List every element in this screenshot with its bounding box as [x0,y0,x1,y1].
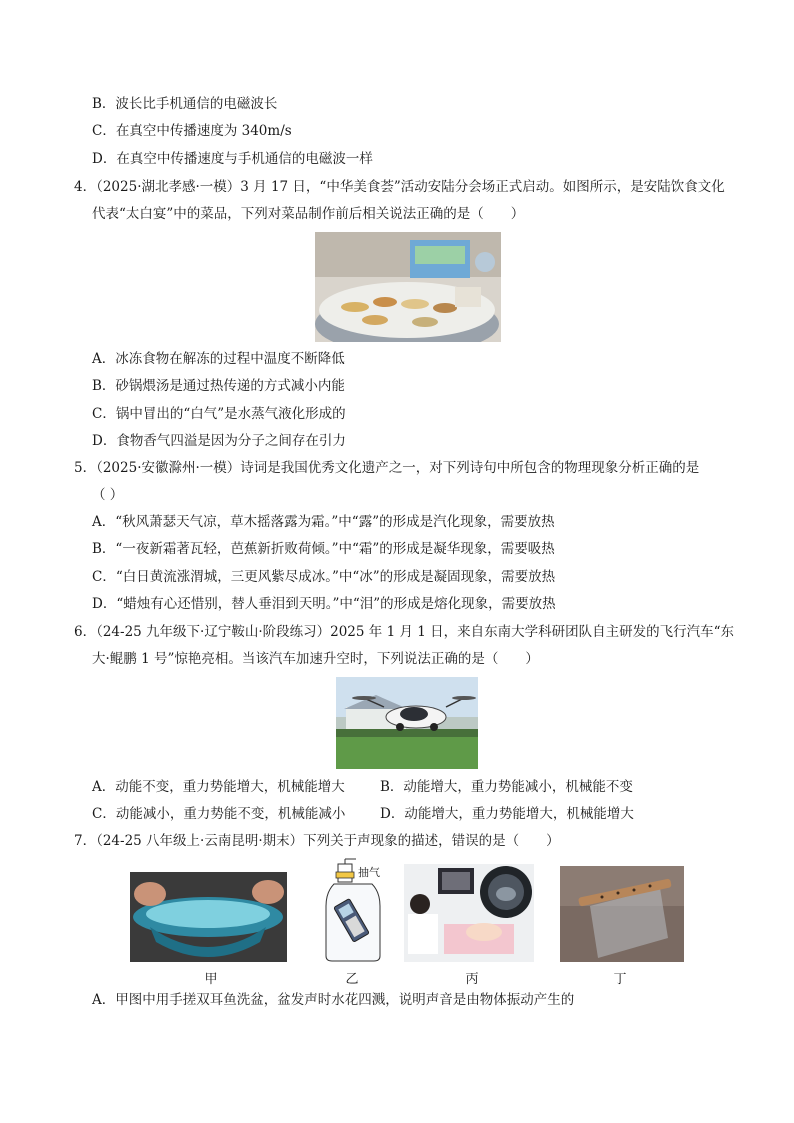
q4-option-a: A．冰冻食物在解冻的过程中温度不断降低 [92,351,345,367]
q5-option-b: B．“一夜新霜著瓦轻，芭蕉新折败荷倾。”中“霜”的形成是凝华现象，需要吸热 [92,541,555,557]
q5-option-a: A．“秋风萧瑟天气凉，草木摇落露为霜。”中“露”的形成是汽化现象，需要放热 [92,514,555,530]
q5-stem-line1: 5．（2025·安徽滁州·一模）诗词是我国优秀文化遗产之一，对下列诗句中所包含的物理现象分析正确的是 [74,460,700,476]
banquet-photo [315,232,501,342]
q3-option-c: C．在真空中传播速度为 340m/s [92,123,292,139]
ultrasound-photo [404,864,534,962]
q7-stem-line1: 7．（24-25 八年级上·云南昆明·期末）下列关于声现象的描述，错误的是（ ） [74,833,560,849]
q7-option-a: A．甲图中用手搓双耳鱼洗盆，盆发声时水花四溅，说明声音是由物体振动产生的 [92,992,575,1008]
q6-option-d: D．动能增大，重力势能增大，机械能增大 [380,806,634,822]
q4-option-b: B．砂锅煨汤是通过热传递的方式减小内能 [92,378,345,394]
q6-option-c: C．动能减小，重力势能不变，机械能减小 [92,806,346,822]
q4-stem-line2: 代表“太白宴”中的菜品，下列对菜品制作前后相关说法正确的是（ ） [92,206,525,222]
caption-yi: 乙 [345,972,359,987]
q6-stem-line1: 6．（24-25 九年级下·辽宁鞍山·阶段练习）2025 年 1 月 1 日，来自东南大学科研团队自主研发的飞行汽车“东 [74,624,735,640]
bottle-label: 抽气 [358,866,380,879]
q6-option-b: B．动能增大，重力势能减小，机械能不变 [380,779,633,795]
caption-ding: 丁 [613,972,627,987]
q5-stem-line2: （ ） [92,487,124,503]
caption-bing: 丙 [465,972,479,987]
caption-jia: 甲 [204,972,218,987]
q6-stem-line2: 大·鲲鹏 1 号”惊艳亮相。当该汽车加速升空时，下列说法正确的是（ ） [92,651,539,667]
q3-option-d: D．在真空中传播速度与手机通信的电磁波一样 [92,151,373,167]
q6-option-a: A．动能不变，重力势能增大，机械能增大 [92,779,345,795]
flute-photo [560,866,684,962]
q4-option-d: D．食物香气四溢是因为分子之间存在引力 [92,433,346,449]
q4-stem-line1: 4．（2025·湖北孝感·一模）3 月 17 日，“中华美食荟”活动安陆分会场正式启动。如图所示，是安陆饮食文化 [74,179,725,195]
q4-option-c: C．锅中冒出的“白气”是水蒸气液化形成的 [92,406,346,422]
q5-option-d: D．“蜡烛有心还惜别，替人垂泪到天明。”中“泪”的形成是熔化现象，需要放热 [92,596,556,612]
fish-basin-photo [130,872,287,962]
q3-option-b: B．波长比手机通信的电磁波长 [92,96,278,112]
flying-car-photo [336,677,478,769]
q5-option-c: C．“白日黄流涨渭城，三更风紫尽成冰。”中“冰”的形成是凝固现象，需要放热 [92,569,556,585]
